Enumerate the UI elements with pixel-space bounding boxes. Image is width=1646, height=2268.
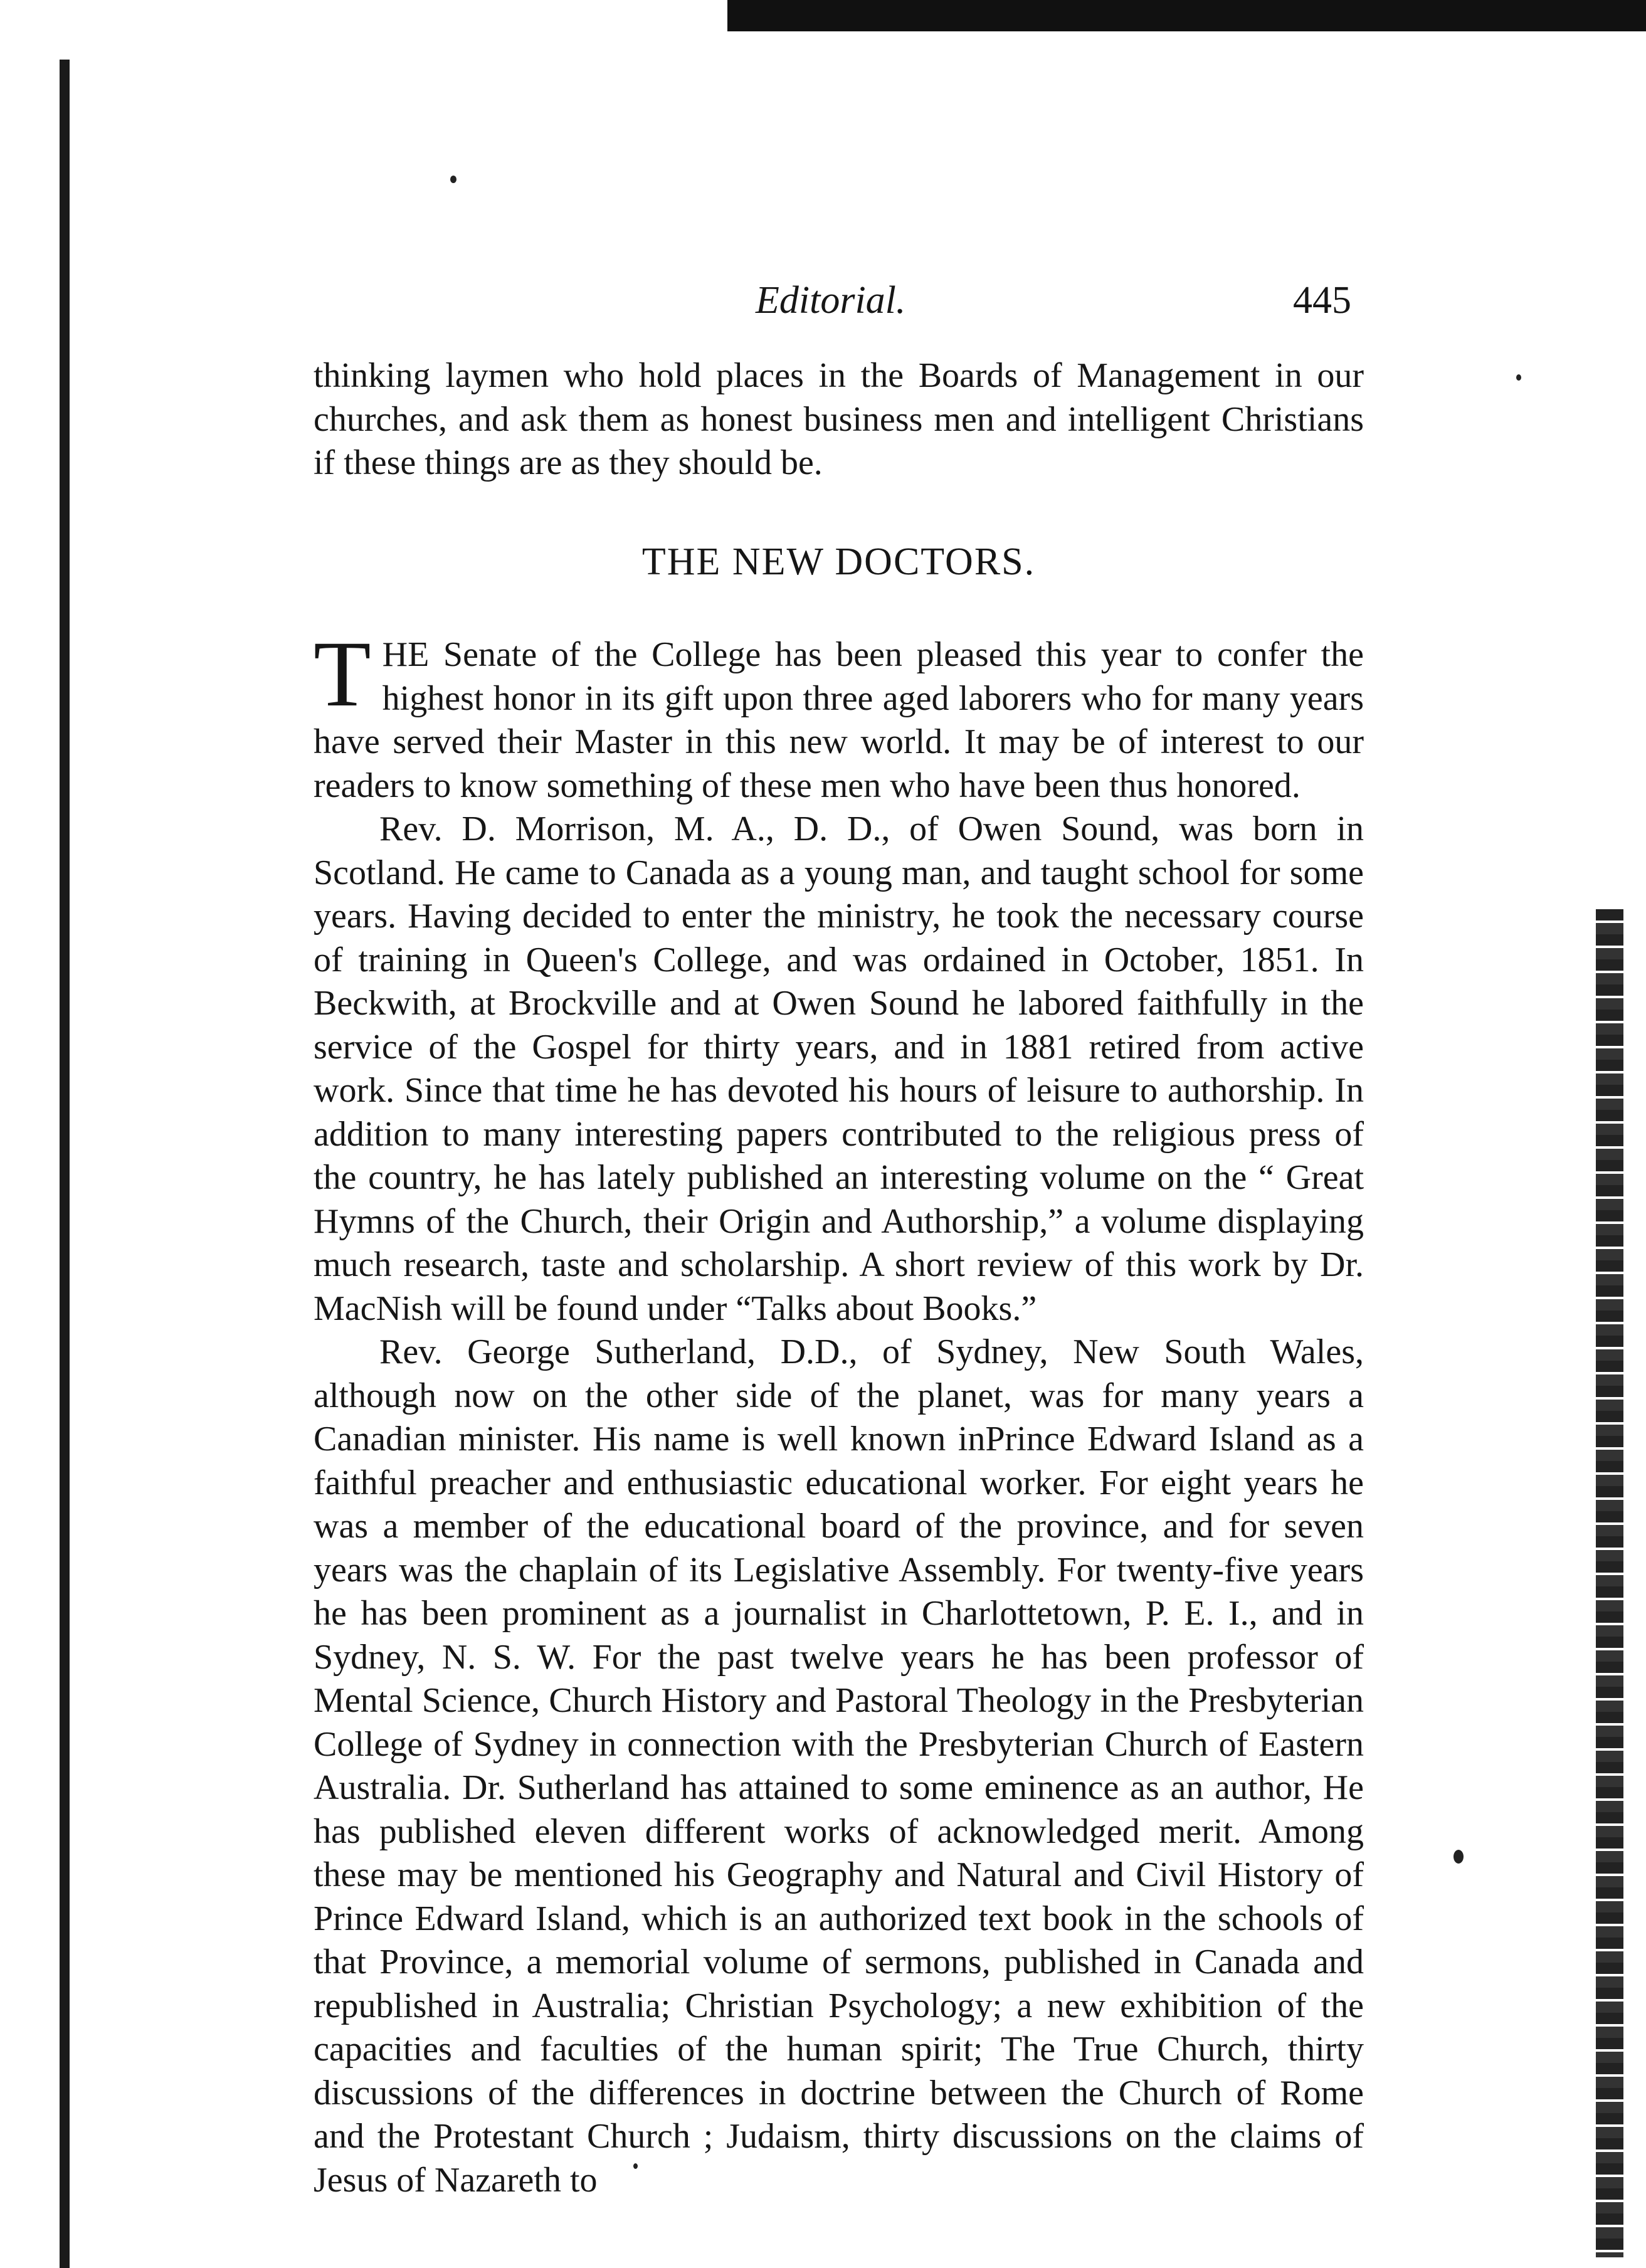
paragraph-2: Rev. D. Morrison, M. A., D. D., of Owen Sound, was born in Scotland. He came to Canada as a young man, and taught school for some years. Having decided to enter the ministry, he took the necessary course of training in Queen's College, and was ordained in October, 1851. In Beckwith, at Brockville and at Owen Sound he labored faithfully in the service of the Gospel for thirty years, and in 1881 retired from active work. Since that time he has devoted his hours of leisure to authorship. In addition to many interesting papers contributed to the religious press of the country, he has lately published an interesting volume on the “ Great Hymns of the Church, their Origin and Authorship,” a volume displaying much research, taste and scholarship. A short review of this work by Dr. MacNish will be found under “Talks about Books.”	[314, 810, 1364, 1328]
running-head: Editorial.	[756, 279, 906, 322]
paragraph-3: Rev. George Sutherland, D.D., of Sydney, New South Wales, although now on the other side of the planet, was for many years a Canadian minister. His name is well known inPrince Edward Island as a faithful preacher and enthusiastic educational worker. For eight years he was a member of the educational board of the province, and for seven years was the chaplain of its Legislative Assembly. For twenty-five years he has been prominent as a journalist in Charlottetown, P. E. I., and in Sydney, N. S. W. For the past twelve years he has been professor of Mental Science, Church History and Pastoral Theology in the Presbyterian College of Sydney in connection with the Presbyterian Church of Eastern Australia. Dr. Sutherland has attained to some eminence as an author, He has published eleven different works of acknowledged merit. Among these may be mentioned his Geography and Natural and Civil History of Prince Edward Island, which is an authorized text book in the schools of that Province, a memorial volume of sermons, published in Canada and republished in Australia; Christian Psychology; a new exhibition of the capacities and faculties of the human spirit; The True Church, thirty discussions of the differences in doctrine between the Church of Rome and the Protestant Church ; Judaism, thirty discussions on the claims of Jesus of Nazareth to	[314, 1332, 1364, 2200]
scan-edge-left	[60, 60, 70, 2268]
intro-paragraph	[314, 354, 1364, 485]
scan-speck	[1516, 374, 1521, 381]
article-body	[314, 622, 1364, 2202]
scan-speck	[1453, 1850, 1464, 1864]
scan-edge-top	[727, 0, 1646, 31]
section-title: THE NEW DOCTORS.	[641, 541, 1036, 583]
paragraph-1	[314, 622, 1364, 808]
paragraph-1-text: HE Senate of the College has been pleased this year to confer the highest honor in its gift upon three aged laborers who for many years have served their Master in this new world. It may be of interest to our readers to know something of these men who have been thus honored.	[314, 635, 1364, 805]
scan-edge-right	[1596, 909, 1623, 2257]
scan-speck	[450, 176, 456, 183]
intro-text: thinking laymen who hold places in the Boards of Management in our churches, and ask them as honest business men and intelligent Christians if these things are as they should be.	[314, 356, 1364, 482]
page-number: 445	[1293, 279, 1351, 322]
drop-cap: T	[314, 622, 371, 726]
